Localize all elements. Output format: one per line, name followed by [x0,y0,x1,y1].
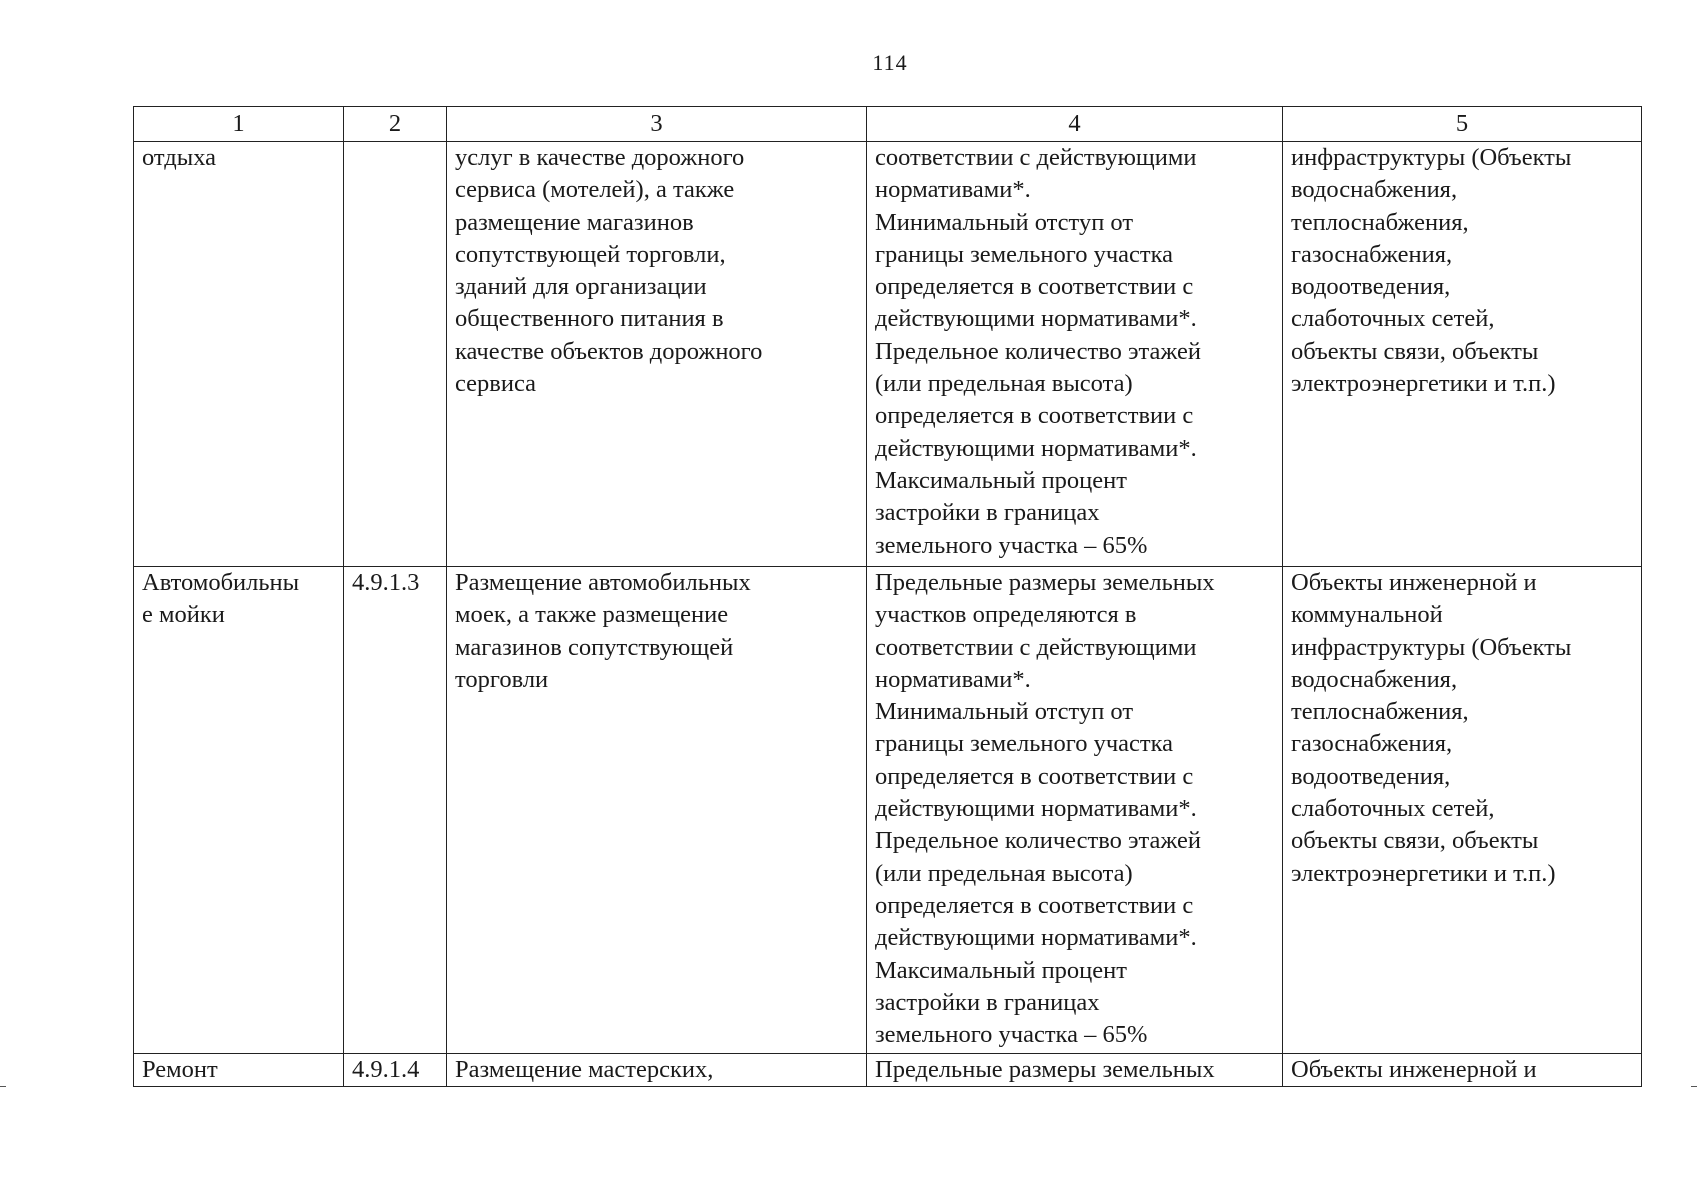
related-objects-cell: Объекты инженерной и [1283,1054,1642,1087]
scan-edge-mark-left [0,1086,6,1087]
column-header-4: 4 [867,107,1283,142]
use-code-cell: 4.9.1.3 [344,567,447,1054]
use-description-cell: Размещение мастерских, [447,1054,867,1087]
use-code-cell: 4.9.1.4 [344,1054,447,1087]
use-parameters-cell: Предельные размеры земельных [867,1054,1283,1087]
column-header-2: 2 [344,107,447,142]
use-name-cell: отдыха [134,142,344,567]
use-code-cell [344,142,447,567]
use-description-cell: Размещение автомобильных моек, а также размещение магазинов сопутствующей торговли [447,567,867,1054]
scan-edge-mark-right [1691,1086,1697,1087]
column-header-5: 5 [1283,107,1642,142]
use-parameters-cell: соответствии с действующими нормативами*. Минимальный отступ от границы земельного участка определяется в соответствии с действующими нормативами*. Предельное количество этажей (или предельная высота) определяется в соответствии с действующими нормативами*. Максимальный процент застройки в границах земельного участка – 65% [867,142,1283,567]
use-parameters-cell: Предельные размеры земельных участков определяются в соответствии с действующими нормативами*. Минимальный отступ от границы земельного участка определяется в соответствии с действующими нормативами*. Предельное количество этажей (или предельная высота) определяется в соответствии с действующими нормативами*. Максимальный процент застройки в границах земельного участка – 65% [867,567,1283,1054]
regulations-table [133,106,1642,1087]
related-objects-cell: инфраструктуры (Объекты водоснабжения, теплоснабжения, газоснабжения, водоотведения, слаботочных сетей, объекты связи, объекты электроэнергетики и т.п.) [1283,142,1642,567]
column-header-1: 1 [134,107,344,142]
table-header-row [134,107,1642,142]
table-row [134,1054,1642,1087]
table-row [134,142,1642,567]
use-description-cell: услуг в качестве дорожного сервиса (мотелей), а также размещение магазинов сопутствующей торговли, зданий для организации общественного питания в качестве объектов дорожного сервиса [447,142,867,567]
page-number: 114 [872,50,908,75]
use-name-cell: Автомобильны е мойки [134,567,344,1054]
related-objects-cell: Объекты инженерной и коммунальной инфраструктуры (Объекты водоснабжения, теплоснабжения, газоснабжения, водоотведения, слаботочных сетей, объекты связи, объекты электроэнергетики и т.п.) [1283,567,1642,1054]
table-row [134,567,1642,1054]
use-name-cell: Ремонт [134,1054,344,1087]
column-header-3: 3 [447,107,867,142]
